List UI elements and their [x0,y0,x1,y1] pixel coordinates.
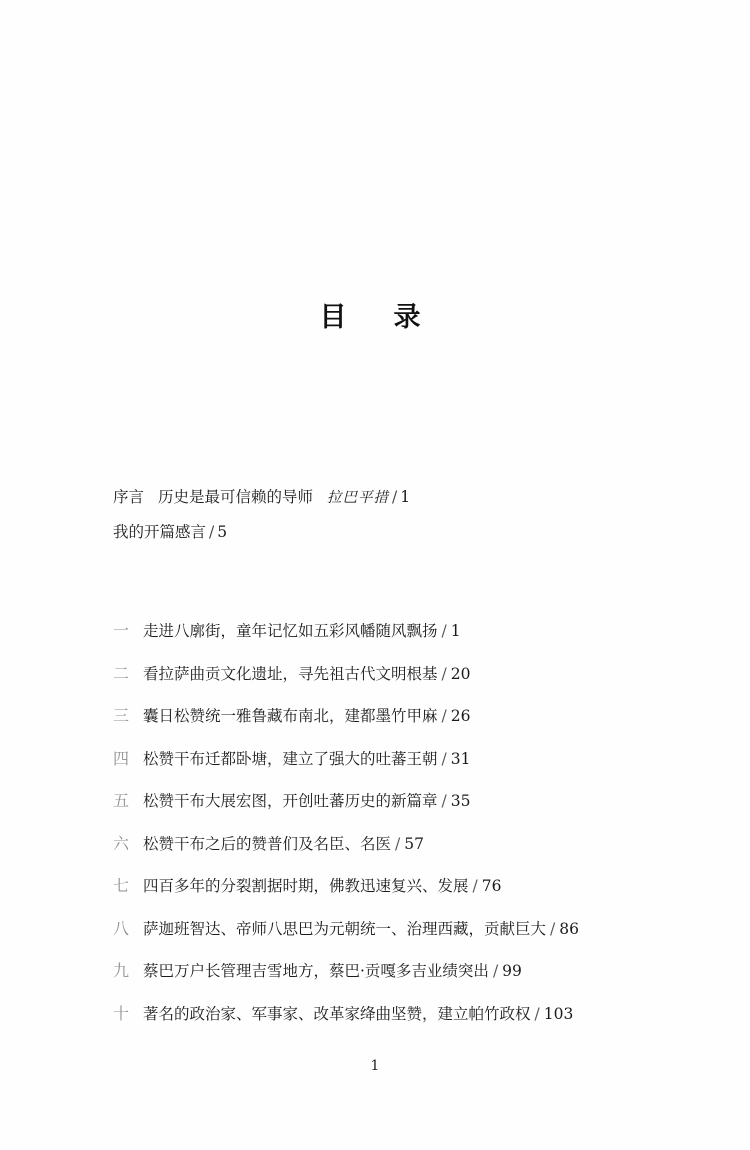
table-row [113,958,713,981]
list-item [113,522,673,541]
chapter-number: 九 [113,961,130,980]
table-row [113,746,713,769]
page-number: 20 [450,664,471,683]
page-number: 99 [502,962,522,980]
front-matter-author: 拉巴平措 [327,490,390,506]
separator: / [441,707,447,725]
page-number: 76 [481,877,502,895]
page-number: 1 [450,622,461,640]
separator: / [472,877,478,895]
chapter-title: 著名的政治家、军事家、改革家绛曲坚赞，建立帕竹政权 [143,1004,531,1023]
chapter-entry [143,963,522,980]
front-matter-title: 我的开篇感言 [113,522,207,541]
chapter-number: 一 [113,621,130,640]
separator: / [209,522,215,541]
page-number: 86 [559,919,579,938]
page-number: 57 [404,834,424,853]
chapter-number: 七 [113,876,130,895]
chapter-number: 八 [113,918,130,938]
chapter-number: 三 [113,706,130,725]
page-number: 31 [450,749,471,768]
chapter-title: 走进八廓街，童年记忆如五彩风幡随风飘扬 [143,622,438,640]
separator: / [441,749,447,768]
chapter-title: 松赞干布之后的赞普们及名臣、名医 [143,834,392,853]
separator: / [492,962,499,980]
chapter-entry [143,921,579,938]
chapter-entry [143,708,470,725]
list-item [113,490,673,506]
separator: / [392,488,398,506]
chapter-entry [143,793,470,810]
chapter-entry [143,836,424,853]
folio-page-number: 1 [370,1058,380,1074]
table-row [113,1001,713,1024]
chapter-number: 二 [113,663,130,683]
separator: / [441,622,447,640]
chapter-title: 松赞干布大展宏图，开创吐蕃历史的新篇章 [143,792,438,810]
chapter-title: 蔡巴万户长管理吉雪地方，蔡巴·贡嘎多吉业绩突出 [143,962,489,980]
chapter-number: 五 [113,791,130,810]
front-matter-title: 历史是最可信赖的导师 [158,488,314,506]
page-title: 目 录 [319,302,431,333]
chapter-entry [143,623,461,640]
table-row [113,916,713,939]
page-number: 26 [450,707,471,725]
table-row [113,831,713,854]
separator: / [441,792,447,810]
front-matter-label: 序言 [113,488,145,506]
page-number: 35 [450,792,471,810]
separator: / [395,834,401,853]
chapter-title: 看拉萨曲贡文化遗址，寻先祖古代文明根基 [143,664,438,683]
chapter-title: 四百多年的分裂割据时期，佛教迅速复兴、发展 [143,877,469,895]
chapter-entry [143,751,470,768]
table-row [113,618,713,641]
table-row [113,703,713,726]
chapter-title: 囊日松赞统一雅鲁藏布南北，建都墨竹甲麻 [143,707,438,725]
chapter-number: 六 [113,833,130,853]
chapter-number: 十 [113,1003,130,1023]
chapter-title: 松赞干布迁都卧塘，建立了强大的吐蕃王朝 [143,749,438,768]
chapter-entry [143,666,470,683]
table-row [113,661,713,684]
chapter-list [113,618,713,1043]
page-number: 103 [543,1004,574,1023]
chapter-entry [143,878,501,895]
separator: / [441,664,447,683]
table-row [113,873,713,896]
table-row [113,788,713,811]
separator: / [534,1004,540,1023]
chapter-title: 萨迦班智达、帝师八思巴为元朝统一、治理西藏，贡献巨大 [143,919,547,938]
chapter-entry [143,1006,573,1023]
page-number: 5 [217,522,228,541]
page-number: 1 [400,488,411,506]
separator: / [550,919,556,938]
chapter-number: 四 [113,748,130,768]
front-matter-list [113,490,673,559]
